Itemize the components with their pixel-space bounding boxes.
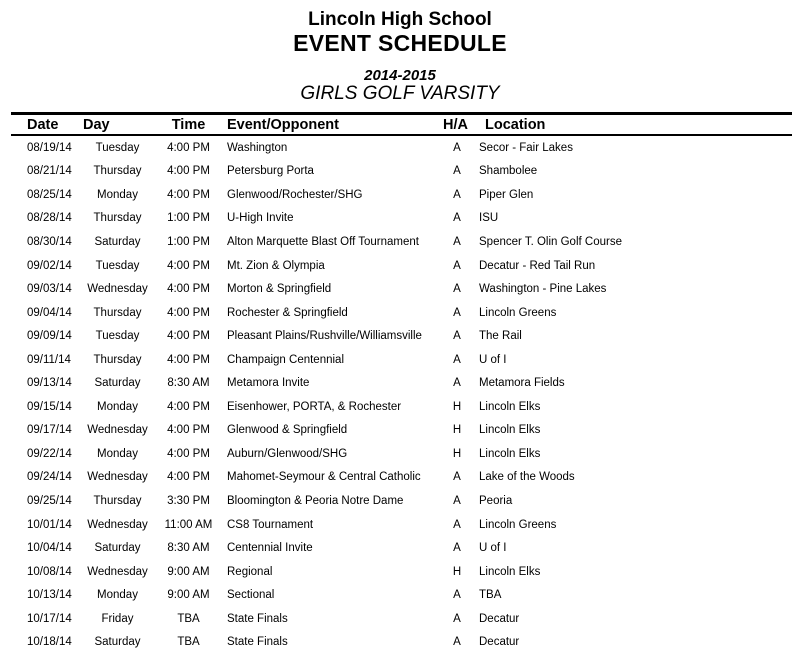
date-cell: 09/02/14 bbox=[27, 259, 72, 272]
time-cell: 4:00 PM bbox=[167, 330, 210, 343]
event-cell: Glenwood & Springfield bbox=[227, 424, 348, 437]
event-cell: Glenwood/Rochester/SHG bbox=[227, 188, 363, 201]
home-away-cell: A bbox=[453, 636, 461, 649]
event-cell: State Finals bbox=[227, 636, 288, 649]
location-cell: Peoria bbox=[479, 494, 513, 507]
table-row bbox=[0, 207, 800, 231]
event-cell: Petersburg Porta bbox=[227, 165, 314, 178]
day-cell: Monday bbox=[97, 400, 138, 413]
event-cell: Bloomington & Peoria Notre Dame bbox=[227, 494, 404, 507]
day-cell: Friday bbox=[101, 612, 134, 625]
column-header-time: Time bbox=[171, 116, 206, 133]
time-cell: 11:00 AM bbox=[164, 518, 213, 531]
location-cell: Lincoln Greens bbox=[479, 306, 557, 319]
day-cell: Tuesday bbox=[95, 141, 140, 154]
day-cell: Thursday bbox=[93, 165, 142, 178]
time-cell: 4:00 PM bbox=[167, 283, 210, 296]
page-title: EVENT SCHEDULE bbox=[293, 30, 507, 56]
home-away-cell: A bbox=[453, 518, 461, 531]
table-row bbox=[0, 489, 800, 513]
date-cell: 08/30/14 bbox=[27, 235, 72, 248]
location-cell: Lincoln Greens bbox=[479, 518, 557, 531]
time-cell: 1:00 PM bbox=[167, 235, 210, 248]
home-away-cell: A bbox=[453, 259, 461, 272]
date-cell: 10/18/14 bbox=[27, 636, 72, 649]
event-cell: Mahomet-Seymour & Central Catholic bbox=[227, 471, 421, 484]
event-cell: Regional bbox=[227, 565, 273, 578]
date-cell: 08/21/14 bbox=[27, 165, 72, 178]
date-cell: 10/17/14 bbox=[27, 612, 72, 625]
home-away-cell: H bbox=[452, 565, 462, 578]
home-away-cell: A bbox=[453, 212, 461, 225]
time-cell: 4:00 PM bbox=[167, 306, 210, 319]
table-row bbox=[0, 513, 800, 537]
time-cell: 3:30 PM bbox=[167, 494, 210, 507]
date-cell: 08/25/14 bbox=[27, 188, 72, 201]
day-cell: Saturday bbox=[94, 235, 141, 248]
time-cell: 9:00 AM bbox=[167, 565, 210, 578]
table-row bbox=[0, 442, 800, 466]
event-cell: Pleasant Plains/Rushville/Williamsville bbox=[227, 330, 422, 343]
event-cell: U-High Invite bbox=[227, 212, 294, 225]
event-cell: CS8 Tournament bbox=[227, 518, 314, 531]
event-cell: State Finals bbox=[227, 612, 288, 625]
day-cell: Wednesday bbox=[87, 565, 148, 578]
location-cell: Secor - Fair Lakes bbox=[479, 141, 573, 154]
table-row bbox=[0, 136, 800, 160]
home-away-cell: A bbox=[453, 589, 461, 602]
date-cell: 09/13/14 bbox=[27, 377, 72, 390]
home-away-cell: A bbox=[453, 353, 461, 366]
home-away-cell: A bbox=[453, 165, 461, 178]
event-cell: Mt. Zion & Olympia bbox=[227, 259, 325, 272]
table-row bbox=[0, 607, 800, 631]
column-header-day: Day bbox=[83, 116, 110, 133]
home-away-cell: H bbox=[452, 447, 462, 460]
home-away-cell: A bbox=[453, 188, 461, 201]
location-cell: ISU bbox=[479, 212, 499, 225]
location-cell: TBA bbox=[479, 589, 502, 602]
event-cell: Eisenhower, PORTA, & Rochester bbox=[227, 400, 402, 413]
date-cell: 09/17/14 bbox=[27, 424, 72, 437]
location-cell: Piper Glen bbox=[479, 188, 534, 201]
date-cell: 08/28/14 bbox=[27, 212, 72, 225]
column-header-location: Location bbox=[485, 116, 546, 133]
table-row bbox=[0, 348, 800, 372]
day-cell: Wednesday bbox=[87, 283, 148, 296]
table-row bbox=[0, 419, 800, 443]
column-header-event: Event/Opponent bbox=[227, 116, 339, 133]
date-cell: 09/24/14 bbox=[27, 471, 72, 484]
table-row bbox=[0, 560, 800, 584]
document-header bbox=[0, 0, 800, 104]
date-cell: 09/03/14 bbox=[27, 283, 72, 296]
home-away-cell: A bbox=[453, 377, 461, 390]
day-cell: Thursday bbox=[93, 212, 142, 225]
table-row bbox=[0, 395, 800, 419]
location-cell: Lincoln Elks bbox=[479, 565, 541, 578]
home-away-cell: A bbox=[453, 494, 461, 507]
day-cell: Saturday bbox=[94, 636, 141, 649]
date-cell: 10/04/14 bbox=[27, 542, 72, 555]
date-cell: 09/09/14 bbox=[27, 330, 72, 343]
day-cell: Wednesday bbox=[87, 424, 148, 437]
day-cell: Tuesday bbox=[95, 259, 140, 272]
column-header-date: Date bbox=[27, 116, 59, 133]
date-cell: 08/19/14 bbox=[27, 141, 72, 154]
day-cell: Monday bbox=[97, 589, 138, 602]
date-cell: 10/13/14 bbox=[27, 589, 72, 602]
home-away-cell: A bbox=[453, 141, 461, 154]
event-cell: Auburn/Glenwood/SHG bbox=[227, 447, 348, 460]
day-cell: Thursday bbox=[93, 494, 142, 507]
date-cell: 09/22/14 bbox=[27, 447, 72, 460]
location-cell: Lake of the Woods bbox=[479, 471, 575, 484]
event-cell: Morton & Springfield bbox=[227, 283, 332, 296]
location-cell: Lincoln Elks bbox=[479, 424, 541, 437]
day-cell: Tuesday bbox=[95, 330, 140, 343]
location-cell: Lincoln Elks bbox=[479, 447, 541, 460]
time-cell: 4:00 PM bbox=[167, 400, 210, 413]
table-row bbox=[0, 371, 800, 395]
time-cell: 4:00 PM bbox=[167, 165, 210, 178]
day-cell: Monday bbox=[97, 188, 138, 201]
date-cell: 09/11/14 bbox=[27, 353, 71, 366]
season-label: 2014-2015 bbox=[364, 67, 436, 84]
school-name: Lincoln High School bbox=[308, 9, 492, 30]
home-away-cell: A bbox=[453, 283, 461, 296]
location-cell: U of I bbox=[479, 353, 507, 366]
home-away-cell: A bbox=[453, 330, 461, 343]
day-cell: Thursday bbox=[93, 306, 142, 319]
day-cell: Wednesday bbox=[87, 471, 148, 484]
event-cell: Metamora Invite bbox=[227, 377, 310, 390]
time-cell: 1:00 PM bbox=[167, 212, 210, 225]
event-cell: Centennial Invite bbox=[227, 542, 313, 555]
date-cell: 10/01/14 bbox=[27, 518, 72, 531]
time-cell: 9:00 AM bbox=[167, 589, 210, 602]
table-row bbox=[0, 277, 800, 301]
event-cell: Alton Marquette Blast Off Tournament bbox=[227, 235, 419, 248]
table-row bbox=[0, 583, 800, 607]
day-cell: Monday bbox=[97, 447, 138, 460]
location-cell: Shambolee bbox=[479, 165, 538, 178]
event-cell: Rochester & Springfield bbox=[227, 306, 348, 319]
time-cell: 8:30 AM bbox=[167, 377, 210, 390]
location-cell: Decatur bbox=[479, 612, 520, 625]
location-cell: Decatur bbox=[479, 636, 520, 649]
table-row bbox=[0, 254, 800, 278]
location-cell: Decatur - Red Tail Run bbox=[479, 259, 596, 272]
event-cell: Sectional bbox=[227, 589, 275, 602]
date-cell: 09/15/14 bbox=[27, 400, 72, 413]
home-away-cell: A bbox=[453, 306, 461, 319]
time-cell: 4:00 PM bbox=[167, 188, 210, 201]
location-cell: Metamora Fields bbox=[479, 377, 565, 390]
location-cell: The Rail bbox=[479, 330, 522, 343]
table-row bbox=[0, 536, 800, 560]
time-cell: TBA bbox=[177, 636, 200, 649]
home-away-cell: A bbox=[453, 235, 461, 248]
date-cell: 10/08/14 bbox=[27, 565, 72, 578]
home-away-cell: H bbox=[452, 400, 462, 413]
time-cell: 4:00 PM bbox=[167, 424, 210, 437]
date-cell: 09/04/14 bbox=[27, 306, 72, 319]
team-label: GIRLS GOLF VARSITY bbox=[300, 83, 500, 104]
time-cell: 4:00 PM bbox=[167, 353, 210, 366]
event-cell: Washington bbox=[227, 141, 288, 154]
location-cell: Washington - Pine Lakes bbox=[479, 283, 607, 296]
day-cell: Wednesday bbox=[87, 518, 148, 531]
time-cell: 4:00 PM bbox=[167, 447, 210, 460]
home-away-cell: A bbox=[453, 542, 461, 555]
column-header-ha: H/A bbox=[443, 116, 468, 133]
location-cell: Spencer T. Olin Golf Course bbox=[479, 235, 622, 248]
table-row bbox=[0, 183, 800, 207]
table-row bbox=[0, 160, 800, 184]
date-cell: 09/25/14 bbox=[27, 494, 72, 507]
schedule-rows bbox=[0, 136, 800, 654]
location-cell: Lincoln Elks bbox=[479, 400, 541, 413]
home-away-cell: A bbox=[453, 471, 461, 484]
event-cell: Champaign Centennial bbox=[227, 353, 344, 366]
day-cell: Saturday bbox=[94, 542, 141, 555]
table-row bbox=[0, 324, 800, 348]
time-cell: 4:00 PM bbox=[167, 471, 210, 484]
time-cell: TBA bbox=[177, 612, 200, 625]
home-away-cell: A bbox=[453, 612, 461, 625]
location-cell: U of I bbox=[479, 542, 507, 555]
day-cell: Thursday bbox=[93, 353, 142, 366]
time-cell: 4:00 PM bbox=[167, 259, 210, 272]
table-header-row bbox=[0, 115, 800, 134]
table-row bbox=[0, 301, 800, 325]
table-row bbox=[0, 630, 800, 654]
time-cell: 4:00 PM bbox=[167, 141, 210, 154]
time-cell: 8:30 AM bbox=[167, 542, 210, 555]
table-row bbox=[0, 230, 800, 254]
table-row bbox=[0, 466, 800, 490]
home-away-cell: H bbox=[452, 424, 462, 437]
day-cell: Saturday bbox=[94, 377, 141, 390]
